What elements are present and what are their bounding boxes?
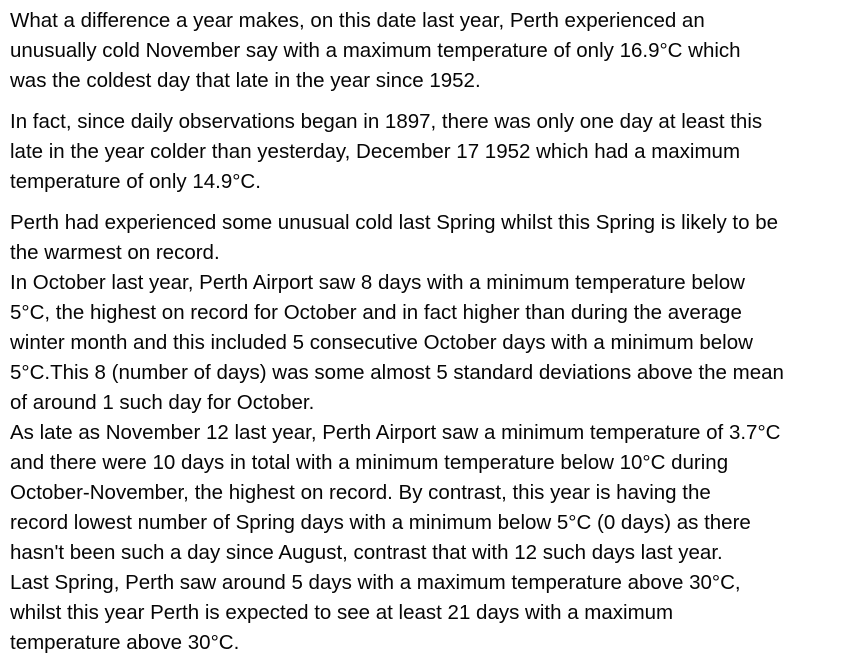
- text-line: and there were 10 days in total with a minimum temperature below 10°C during: [10, 451, 729, 474]
- text-line: Perth had experienced some unusual cold last Spring whilst this Spring is likely to be: [10, 211, 779, 234]
- text-line: hasn't been such a day since August, contrast that with 12 such days last year.: [10, 541, 723, 564]
- text-line: As late as November 12 last year, Perth Airport saw a minimum temperature of 3.7°C: [10, 421, 781, 444]
- text-line: What a difference a year makes, on this date last year, Perth experienced an: [10, 9, 705, 32]
- text-line: In fact, since daily observations began in 1897, there was only one day at least this: [10, 110, 763, 133]
- text-line: whilst this year Perth is expected to see at least 21 days with a maximum: [10, 601, 674, 624]
- paragraph-3: [10, 208, 850, 658]
- text-line: temperature of only 14.9°C.: [10, 170, 261, 193]
- text-line: record lowest number of Spring days with a minimum below 5°C (0 days) as there: [10, 511, 751, 534]
- text-line: was the coldest day that late in the year since 1952.: [10, 69, 481, 92]
- text-line: the warmest on record.: [10, 241, 220, 264]
- text-line: October-November, the highest on record. By contrast, this year is having the: [10, 481, 711, 504]
- paragraph-1: [10, 6, 850, 96]
- paragraph-2: [10, 107, 850, 197]
- text-line: late in the year colder than yesterday, December 17 1952 which had a maximum: [10, 140, 741, 163]
- text-line: of around 1 such day for October.: [10, 391, 315, 414]
- text-line: Last Spring, Perth saw around 5 days with a maximum temperature above 30°C,: [10, 571, 741, 594]
- text-line: winter month and this included 5 consecutive October days with a minimum below: [10, 331, 753, 354]
- text-line: 5°C, the highest on record for October and in fact higher than during the average: [10, 301, 742, 324]
- text-line: 5°C.This 8 (number of days) was some almost 5 standard deviations above the mean: [10, 361, 784, 384]
- text-line: In October last year, Perth Airport saw 8 days with a minimum temperature below: [10, 271, 745, 294]
- text-line: temperature above 30°C.: [10, 631, 240, 654]
- text-line: unusually cold November say with a maximum temperature of only 16.9°C which: [10, 39, 741, 62]
